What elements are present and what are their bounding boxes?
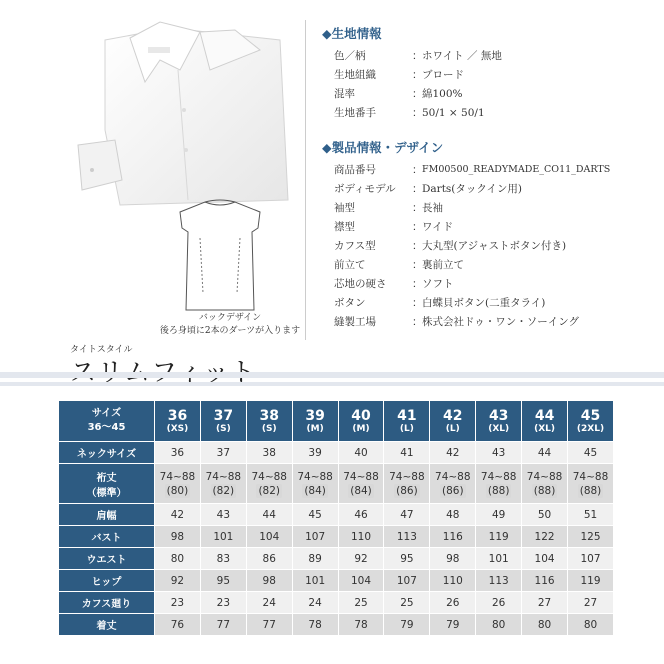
spec-value: Darts(タックイン用) [422, 183, 522, 195]
divider [305, 20, 306, 340]
spec-row [322, 217, 610, 236]
size-header [430, 401, 476, 442]
spec-colon: ： [412, 221, 423, 233]
size-letter: (XL) [534, 423, 556, 434]
table-cell: 80 [522, 614, 568, 636]
size-header [155, 401, 201, 442]
table-cell: 95 [200, 570, 246, 592]
spec-row [322, 103, 502, 122]
size-number: 42 [443, 407, 463, 424]
spec-row [322, 198, 610, 217]
spec-colon: ： [412, 88, 423, 100]
table-cell [384, 464, 430, 504]
table-cell: 101 [200, 526, 246, 548]
table-cell: 101 [292, 570, 338, 592]
table-cell: 101 [476, 548, 522, 570]
spec-row [322, 274, 610, 293]
back-design-drawing [170, 198, 270, 316]
table-cell [200, 464, 246, 504]
spec-colon: ： [412, 316, 423, 328]
table-cell: 98 [246, 570, 292, 592]
table-cell: 45 [292, 504, 338, 526]
table-cell [430, 464, 476, 504]
size-letter: (L) [399, 423, 414, 434]
table-cell: 41 [384, 442, 430, 464]
spec-row [322, 255, 610, 274]
sleeve-range: 74~88 [343, 470, 379, 483]
table-cell: 50 [522, 504, 568, 526]
table-cell: 119 [476, 526, 522, 548]
table-cell [522, 464, 568, 504]
table-cell: 25 [384, 592, 430, 614]
table-cell: 104 [522, 548, 568, 570]
spec-row [322, 293, 610, 312]
table-cell: 42 [155, 504, 201, 526]
size-letter: (L) [445, 423, 460, 434]
size-number: 41 [397, 407, 417, 424]
spec-row [322, 46, 502, 65]
table-cell: 80 [155, 548, 201, 570]
table-cell: 83 [200, 548, 246, 570]
spec-colon: ： [412, 240, 423, 252]
row-label: ネックサイズ [59, 442, 155, 464]
shirt-photo [60, 10, 290, 210]
spec-value: ソフト [422, 278, 454, 290]
size-header [292, 401, 338, 442]
sleeve-standard: (82) [258, 484, 280, 497]
spec-colon: ： [412, 183, 423, 195]
size-letter: (XL) [488, 423, 510, 434]
size-header-line: 36～45 [87, 422, 126, 433]
table-cell: 38 [246, 442, 292, 464]
spec-label: 襟型 [334, 221, 355, 233]
spec-value: 裏前立て [422, 259, 464, 271]
spec-label: 芯地の硬さ [334, 278, 387, 290]
sleeve-standard: (88) [579, 484, 602, 497]
fabric-info-list [322, 46, 502, 122]
table-cell: 23 [155, 592, 201, 614]
spec-label: 縫製工場 [334, 316, 376, 328]
table-cell: 125 [568, 526, 614, 548]
table-cell [568, 464, 614, 504]
table-cell: 24 [246, 592, 292, 614]
spec-row [322, 84, 502, 103]
spec-row [322, 65, 502, 84]
sleeve-range: 74~88 [159, 470, 196, 483]
table-cell: 37 [200, 442, 246, 464]
spec-label: ボディモデル [334, 183, 396, 195]
table-cell: 113 [476, 570, 522, 592]
table-cell: 107 [568, 548, 614, 570]
spec-value: 株式会社ドゥ・ワン・ソーイング [422, 316, 580, 328]
table-cell: 110 [430, 570, 476, 592]
table-cell: 40 [338, 442, 384, 464]
table-cell [246, 464, 292, 504]
spec-value: ワイド [422, 221, 454, 233]
table-cell: 27 [568, 592, 614, 614]
spec-value: 50/1 × 50/1 [422, 106, 485, 119]
table-cell: 44 [522, 442, 568, 464]
table-cell: 78 [338, 614, 384, 636]
table-cell: 78 [292, 614, 338, 636]
table-cell: 26 [430, 592, 476, 614]
table-cell: 79 [384, 614, 430, 636]
sleeve-range: 74~88 [389, 470, 425, 483]
table-cell: 92 [155, 570, 201, 592]
table-cell: 122 [522, 526, 568, 548]
table-cell: 27 [522, 592, 568, 614]
table-cell: 98 [155, 526, 201, 548]
spec-colon: ： [412, 107, 423, 119]
size-header [568, 401, 614, 442]
back-design-caption: 後ろ身頃に2本のダーツが入ります [159, 326, 301, 336]
spec-colon: ： [412, 202, 423, 214]
product-section-title: ◆製品情報・デザイン [322, 140, 444, 155]
table-cell: 92 [338, 548, 384, 570]
spec-row [322, 160, 610, 179]
sleeve-range: 74~88 [435, 470, 471, 483]
spec-colon: ： [412, 164, 423, 176]
sleeve-range: 74~88 [297, 470, 333, 483]
spec-label: 商品番号 [334, 164, 376, 176]
table-cell: 110 [338, 526, 384, 548]
size-number: 40 [351, 407, 371, 424]
title-stripe [0, 382, 664, 386]
size-header-label [59, 401, 155, 442]
size-letter: (S) [261, 423, 277, 434]
table-cell: 43 [200, 504, 246, 526]
table-cell: 76 [155, 614, 201, 636]
table-row [59, 526, 614, 548]
row-label: カフス廻り [59, 592, 155, 614]
style-subtitle: タイトスタイル [70, 345, 133, 355]
row-label: バスト [59, 526, 155, 548]
size-letter: (2XL) [576, 423, 605, 434]
table-cell: 24 [292, 592, 338, 614]
row-label: 肩幅 [59, 504, 155, 526]
spec-label: 生地組織 [334, 69, 376, 81]
size-number: 36 [167, 407, 188, 424]
row-label: ウエスト [59, 548, 155, 570]
size-header-line: サイズ [91, 408, 122, 419]
table-cell: 26 [476, 592, 522, 614]
table-cell: 95 [384, 548, 430, 570]
spec-label: 前立て [334, 259, 366, 271]
table-cell: 36 [155, 442, 201, 464]
row-label: ヒップ [59, 570, 155, 592]
spec-row [322, 179, 610, 198]
table-cell: 23 [200, 592, 246, 614]
table-cell: 107 [292, 526, 338, 548]
row-label-line: （標準） [86, 487, 127, 499]
size-letter: (XS) [166, 423, 189, 434]
table-cell: 79 [430, 614, 476, 636]
table-cell [155, 464, 201, 504]
fabric-section-title: ◆生地情報 [322, 26, 382, 41]
table-cell: 48 [430, 504, 476, 526]
table-cell: 113 [384, 526, 430, 548]
product-info-list [322, 160, 610, 331]
table-cell: 104 [246, 526, 292, 548]
size-header [338, 401, 384, 442]
spec-row [322, 236, 610, 255]
spec-value: ブロード [422, 69, 464, 81]
spec-value: ホワイト ／ 無地 [422, 50, 502, 62]
size-number: 44 [534, 407, 555, 424]
table-cell: 51 [568, 504, 614, 526]
size-number: 37 [213, 407, 234, 424]
table-cell: 44 [246, 504, 292, 526]
table-cell: 116 [430, 526, 476, 548]
sleeve-standard: (86) [396, 484, 418, 497]
table-cell: 80 [476, 614, 522, 636]
size-header [522, 401, 568, 442]
spec-value: FM00500_READYMADE_CO11_DARTS [422, 164, 611, 175]
size-number: 38 [259, 407, 279, 424]
table-cell: 46 [338, 504, 384, 526]
sleeve-standard: (86) [442, 484, 464, 497]
spec-colon: ： [412, 50, 423, 62]
table-cell: 107 [384, 570, 430, 592]
sleeve-standard: (84) [350, 484, 372, 497]
spec-label: 袖型 [334, 202, 355, 214]
table-cell: 49 [476, 504, 522, 526]
spec-colon: ： [412, 297, 423, 309]
sleeve-standard: (84) [304, 484, 326, 497]
table-cell: 45 [568, 442, 614, 464]
row-label [59, 464, 155, 504]
table-cell: 77 [246, 614, 292, 636]
size-letter: (S) [215, 423, 231, 434]
table-cell: 43 [476, 442, 522, 464]
sleeve-range: 74~88 [205, 470, 242, 483]
size-header [476, 401, 522, 442]
size-number: 45 [580, 407, 601, 424]
sleeve-standard: (82) [212, 484, 235, 497]
table-cell: 86 [246, 548, 292, 570]
table-row [59, 442, 614, 464]
spec-label: 混率 [334, 88, 355, 100]
sleeve-range: 74~88 [251, 470, 287, 483]
spec-value: 大丸型(アジャストボタン付き) [422, 240, 567, 252]
size-header-row [59, 401, 614, 442]
size-header [246, 401, 292, 442]
table-cell: 77 [200, 614, 246, 636]
spec-label: カフス型 [334, 240, 376, 252]
table-cell: 104 [338, 570, 384, 592]
row-label-line: 裄丈 [96, 472, 117, 484]
back-design-label: バックデザイン [198, 313, 262, 323]
spec-colon: ： [412, 69, 423, 81]
table-cell: 42 [430, 442, 476, 464]
size-number: 39 [305, 407, 325, 424]
size-letter: (M) [352, 423, 370, 434]
table-cell: 47 [384, 504, 430, 526]
spec-colon: ： [412, 259, 423, 271]
table-cell [338, 464, 384, 504]
sleeve-standard: (88) [487, 484, 510, 497]
table-row [59, 592, 614, 614]
table-cell [476, 464, 522, 504]
table-row [59, 548, 614, 570]
sleeve-range: 74~88 [526, 470, 563, 483]
spec-colon: ： [412, 278, 423, 290]
spec-label: ボタン [334, 297, 366, 309]
table-cell: 98 [430, 548, 476, 570]
table-cell: 89 [292, 548, 338, 570]
table-row [59, 614, 614, 636]
table-row [59, 464, 614, 504]
table-cell: 116 [522, 570, 568, 592]
spec-row [322, 312, 610, 331]
sleeve-range: 74~88 [572, 470, 609, 483]
row-label: 着丈 [59, 614, 155, 636]
spec-value: 綿100% [422, 88, 463, 100]
sleeve-standard: (88) [533, 484, 556, 497]
table-row [59, 570, 614, 592]
table-cell: 39 [292, 442, 338, 464]
spec-label: 色／柄 [334, 50, 366, 62]
size-letter: (M) [306, 423, 324, 434]
size-header [384, 401, 430, 442]
sleeve-standard: (80) [166, 484, 189, 497]
sleeve-range: 74~88 [480, 470, 517, 483]
table-cell: 119 [568, 570, 614, 592]
spec-value: 白蝶貝ボタン(二重タライ) [422, 297, 546, 309]
spec-label: 生地番手 [334, 107, 376, 119]
size-table [58, 400, 614, 636]
size-header [200, 401, 246, 442]
table-cell: 25 [338, 592, 384, 614]
table-cell: 80 [568, 614, 614, 636]
size-number: 43 [488, 407, 509, 424]
table-row [59, 504, 614, 526]
title-stripe [0, 372, 664, 378]
table-cell [292, 464, 338, 504]
spec-value: 長袖 [422, 202, 443, 214]
